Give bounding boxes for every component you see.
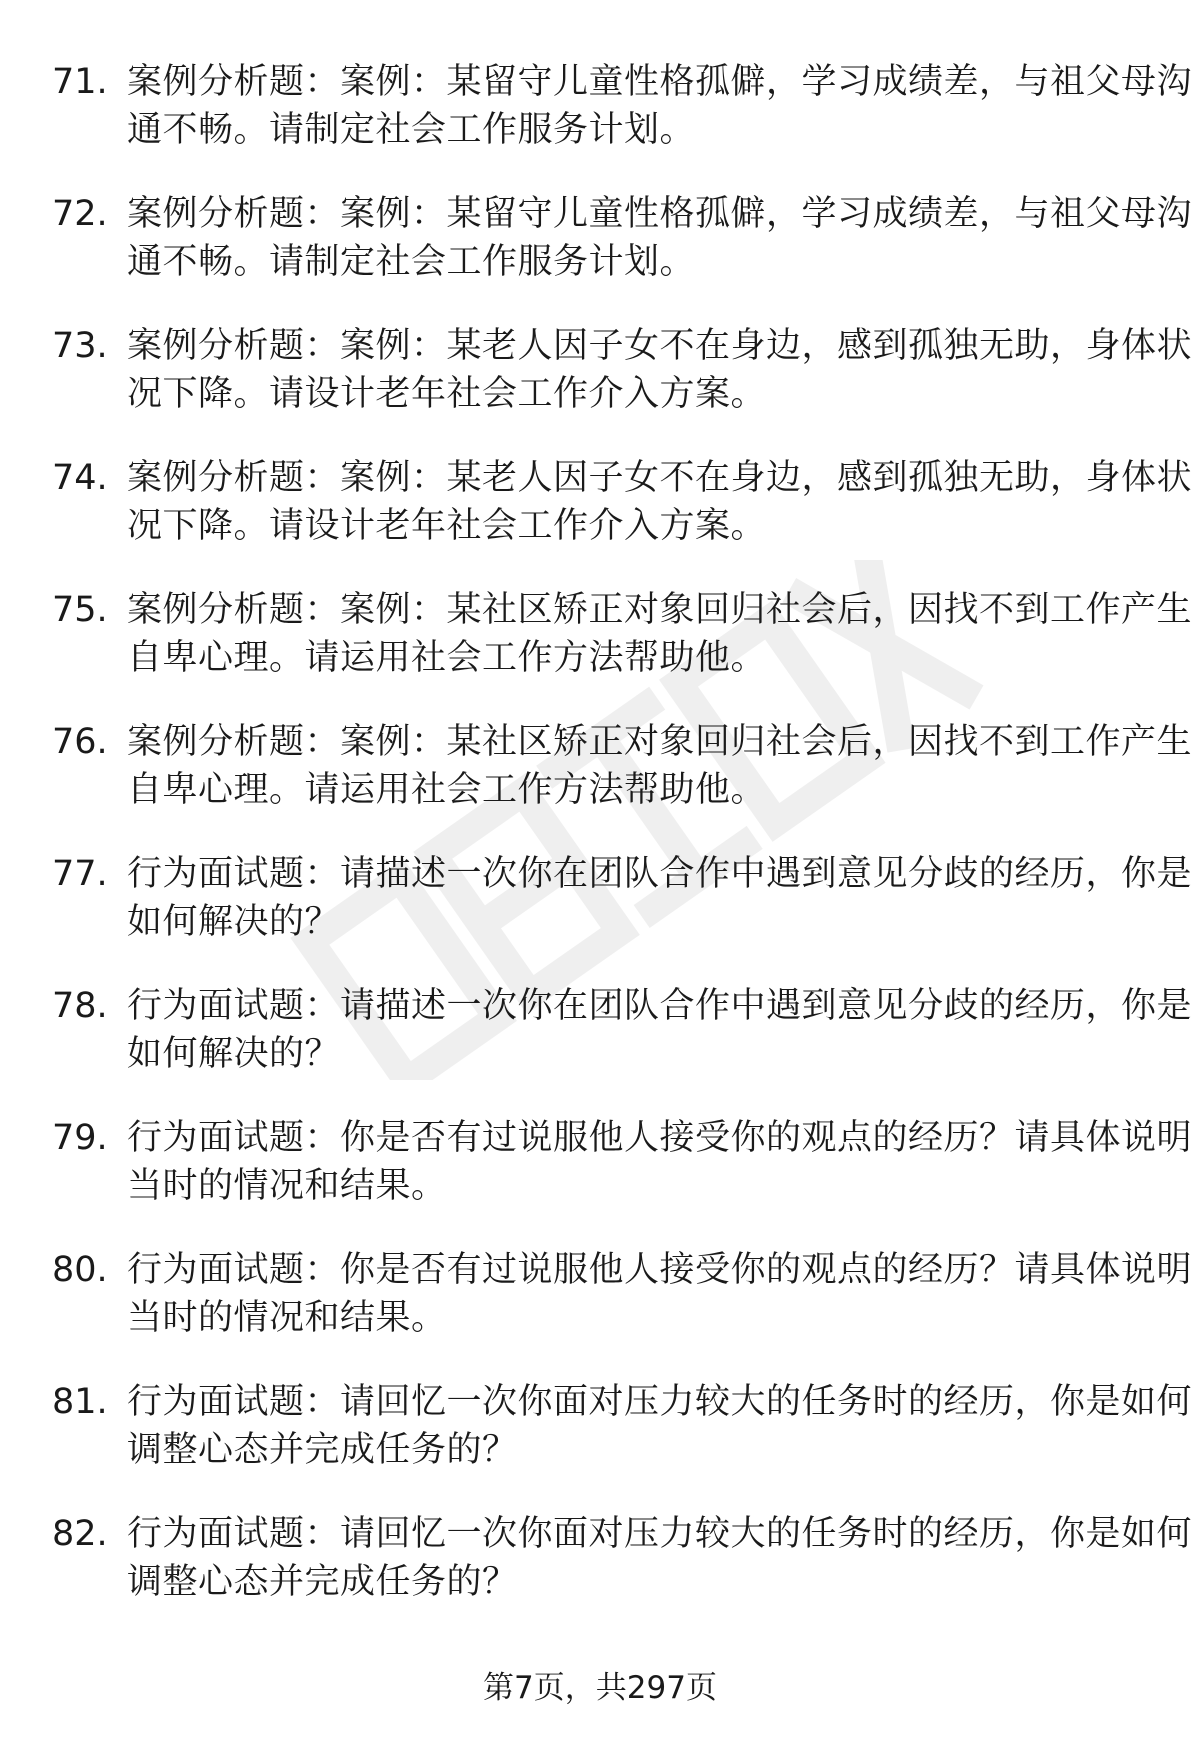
- question-text: 行为面试题：请描述一次你在团队合作中遇到意见分歧的经历，你是如何解决的？: [127, 854, 1193, 942]
- question-text: 案例分析题：案例：某老人因子女不在身边，感到孤独无助，身体状况下降。请设计老年社会工作介入方案。: [127, 458, 1193, 546]
- question-number: 74.: [52, 458, 108, 498]
- list-item: [52, 454, 1193, 586]
- question-number: 78.: [52, 986, 108, 1026]
- question-text: 行为面试题：你是否有过说服他人接受你的观点的经历？请具体说明当时的情况和结果。: [127, 1250, 1193, 1338]
- list-item: [52, 1246, 1193, 1378]
- list-item: [52, 850, 1193, 982]
- question-text: 行为面试题：请回忆一次你面对压力较大的任务时的经历，你是如何调整心态并完成任务的？: [127, 1382, 1193, 1470]
- question-text: 行为面试题：你是否有过说服他人接受你的观点的经历？请具体说明当时的情况和结果。: [127, 1118, 1193, 1206]
- list-item: [52, 982, 1193, 1114]
- question-number: 77.: [52, 854, 108, 894]
- question-text: 行为面试题：请描述一次你在团队合作中遇到意见分歧的经历，你是如何解决的？: [127, 986, 1193, 1074]
- list-item: [52, 1510, 1193, 1642]
- question-number: 75.: [52, 590, 108, 630]
- list-item: [52, 586, 1193, 718]
- question-text: 案例分析题：案例：某社区矫正对象回归社会后，因找不到工作产生自卑心理。请运用社会工作方法帮助他。: [127, 590, 1193, 678]
- question-text: 案例分析题：案例：某留守儿童性格孤僻，学习成绩差，与祖父母沟通不畅。请制定社会工作服务计划。: [127, 62, 1193, 150]
- question-number: 82.: [52, 1514, 108, 1554]
- list-item: [52, 1378, 1193, 1510]
- question-number: 71.: [52, 62, 108, 102]
- question-number: 73.: [52, 326, 108, 366]
- question-text: 案例分析题：案例：某老人因子女不在身边，感到孤独无助，身体状况下降。请设计老年社会工作介入方案。: [127, 326, 1193, 414]
- list-item: [52, 1114, 1193, 1246]
- list-item: [52, 190, 1193, 322]
- question-number: 76.: [52, 722, 108, 762]
- question-number: 81.: [52, 1382, 108, 1422]
- question-number: 80.: [52, 1250, 108, 1290]
- question-text: 行为面试题：请回忆一次你面对压力较大的任务时的经历，你是如何调整心态并完成任务的？: [127, 1514, 1193, 1602]
- question-number: 79.: [52, 1118, 108, 1158]
- list-item: [52, 718, 1193, 850]
- page-number-footer: 第7页，共297页: [483, 1670, 717, 1706]
- question-text: 案例分析题：案例：某留守儿童性格孤僻，学习成绩差，与祖父母沟通不畅。请制定社会工作服务计划。: [127, 194, 1193, 282]
- list-item: [52, 58, 1193, 190]
- question-number: 72.: [52, 194, 108, 234]
- question-list: [52, 58, 1193, 1642]
- list-item: [52, 322, 1193, 454]
- question-text: 案例分析题：案例：某社区矫正对象回归社会后，因找不到工作产生自卑心理。请运用社会工作方法帮助他。: [127, 722, 1193, 810]
